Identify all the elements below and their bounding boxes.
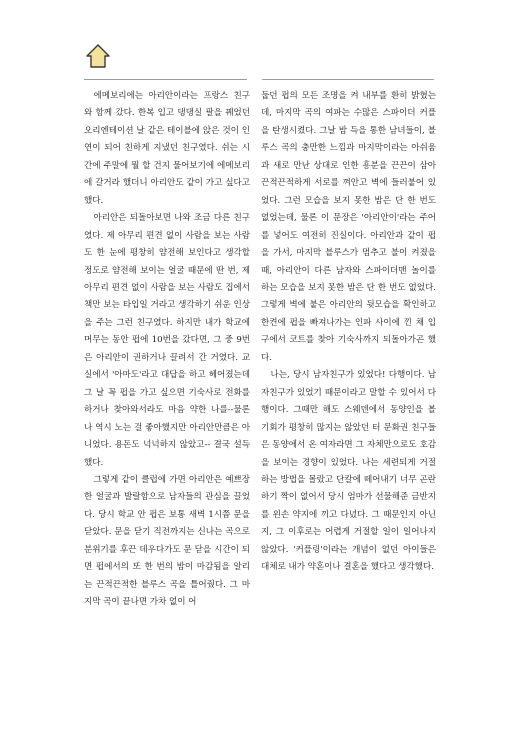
paragraph: 에메보리에는 아리안이라는 프랑스 친구와 함께 갔다. 한복 입고 댕댕실 팔을 꿰었던 오리엔테이션 날 같은 테이블에 앉은 것이 인연이 되어 친하게 지냈던 친구였다. 쉬는 시간에 주말에 뭘 할 건지 물어보기에 에메보리에 갈거라 했더니 아리안도 같이 가고 싶다고 했다.: [84, 91, 250, 206]
paragraph: 아리안은 되돌아보면 나와 조금 다른 친구였다. 제 아무리 편견 없이 사람을 보는 사람도 한 눈에 평창히 얌전해 보인다고 생각할 정도로 얌전해 보이는 얼굴 때문에 딴 번, 제 아무리 편견 없이 사람을 보는 사람도 집에서 책만 보는 타입일 거라고 생각하기 쉬운 인상을 주는 그런 친구였다. 하지만 내가 학교에 머무는 동안 펍에 10번을 갔다면, 그 중 9번은 아리안이 권하거나 끌려서 간 거였다. 교실에서 '아마도'라고 대답을 하고 헤어졌는데 그 날 꼭 펍을 가고 싶으면 기숙사로 전화를 하거나 찾아와서라도 마음 약한 나를--물론 나 역시 노는 걸 좋아했지만 아리안만큼은 아니었다. 용돈도 넉넉하지 않았고-- 결국 설득했다.: [84, 213, 250, 468]
right-text-column: [261, 88, 436, 577]
header-rule-left: [84, 79, 247, 80]
home-icon: [84, 42, 112, 70]
paragraph: 둡던 펍의 모든 조명을 켜 내부를 환히 밝혔는데, 마지막 곡의 여파는 수많은 스파이더 커플을 탄생시켰다. 그날 밤 득을 통한 남녀들이, 블루스 곡의 충만한 느낌과 마지막이라는 아쉬움과 새로 만난 상대로 인한 흥분을 끈끈이 삼아 끈적끈적하게 서로를 껴안고 벽에 들러붙어 있었다. 그런 모습을 보지 못한 밤은 단 한 번도 없었는데, 물론 이 문장은 '아리안이'라는 주어를 넣어도 여전히 진실이다. 아리안과 같이 펍을 가서, 마지막 블루스가 멈추고 불이 켜졌을 때, 아리안이 다른 남자와 스파이더맨 놀이를 하는 모습을 보지 못한 밤은 단 한 번도 없었다. 그렇게 벽에 붙은 아리안의 뒷모습을 확인하고 한켠에 펍을 빠져나가는 인파 사이에 낀 채 입구에서 코트를 찾아 기숙사까지 되돌아가곤 했다.: [261, 91, 436, 363]
paragraph: 그렇게 같이 클럽에 가면 아리안은 예쁘장한 얼굴과 발랄함으로 남자들의 관심을 끌었다. 당시 학교 안 펍은 보통 새벽 1시쯤 문을 닫았다. 문을 닫기 직전까지는 신나는 곡으로 분위기를 후끈 데우다가도 문 닫을 시간이 되면 펍에서의 또 한 번의 밤이 마감됨을 알리는 끈적끈적한 블루스 곡을 틀어줬다. 그 마지막 곡이 끝나면 가차 없이 어: [84, 474, 250, 608]
paragraph: 나는, 당시 남자친구가 있었다! 다행이다. 남자친구가 있었기 때문이라고 말할 수 있어서 다행이다. 그때만 해도 스웨덴에서 동양인을 볼 기회가 평창히 많지는 않았던 터 문화권 친구들은 동양에서 온 여자라면 그 자체만으로도 호감을 보이는 경향이 있었다. 나는 세련되게 거절하는 방법을 몰랐고 단칼에 떼어내기 너무 곤란하기 짝이 없어서 당시 엄마가 선물해준 금반지를 왼손 약지에 끼고 다녔다. 그 때문인지 아닌지, 그 이후로는 어렵게 거절할 일이 일어나지 않았다. '커플링'이라는 개념이 없던 아이들은 대체로 내가 약혼이나 결혼을 했다고 생각했다.: [261, 370, 436, 573]
header-rule-right: [262, 79, 434, 80]
left-text-column: [84, 88, 250, 612]
